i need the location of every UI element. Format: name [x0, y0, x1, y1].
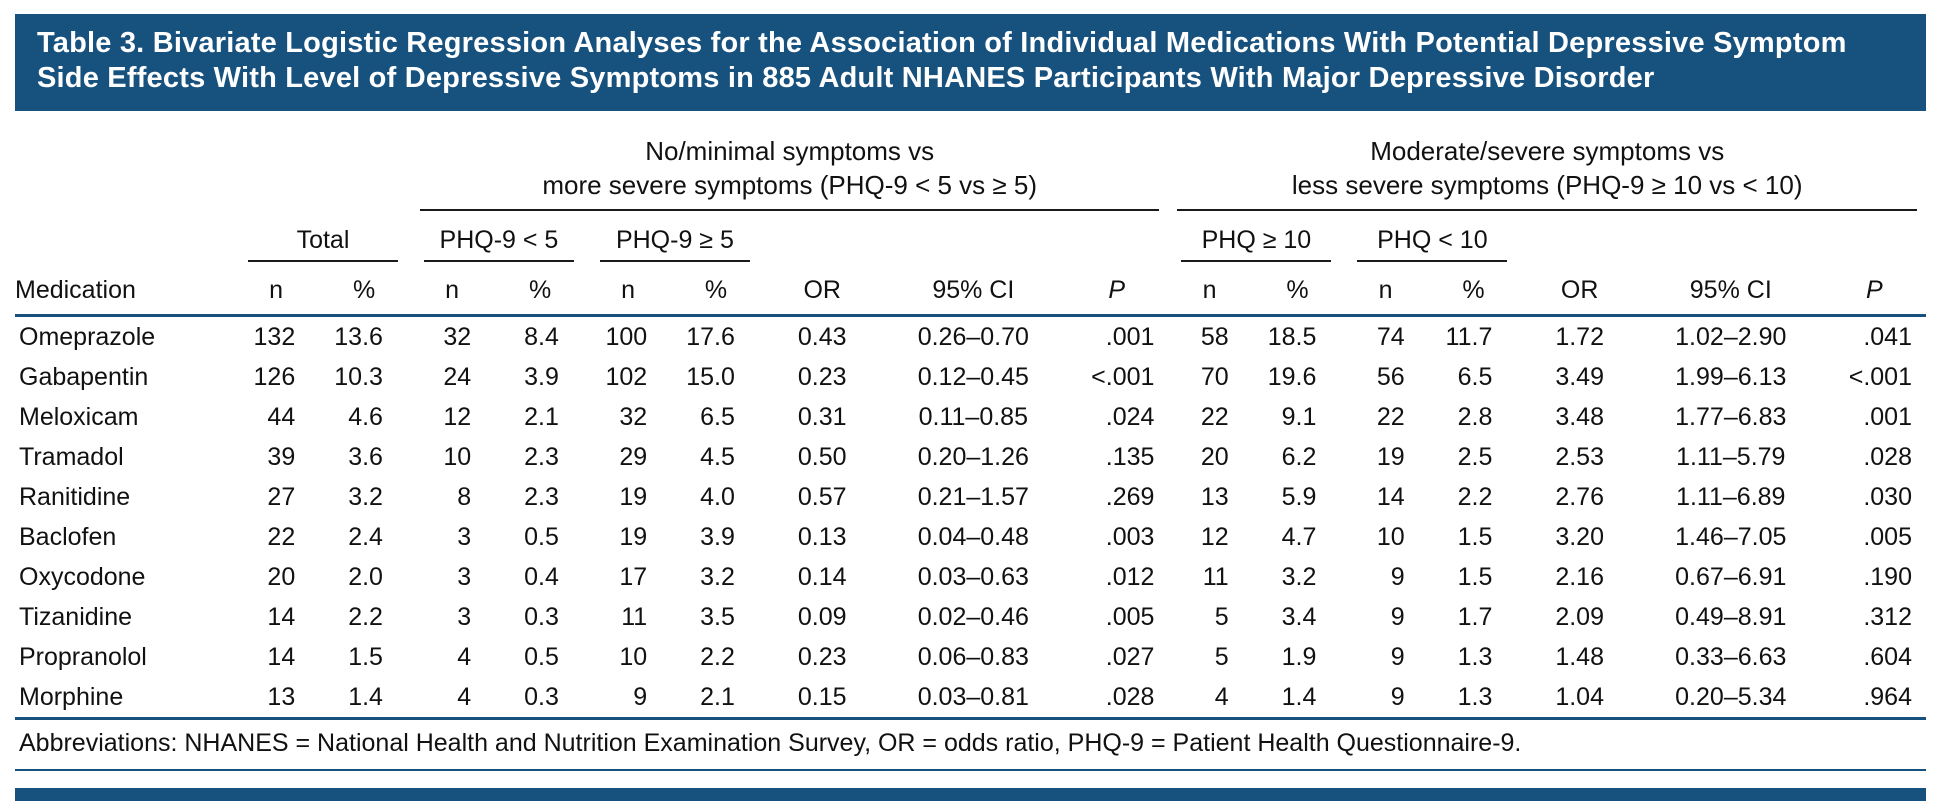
table-cell: 0.4 [524, 563, 559, 592]
table-cell: 0.23 [797, 363, 847, 392]
table-cell: 3.49 [1555, 363, 1604, 392]
table-cell: 0.04–0.48 [917, 523, 1029, 552]
table-cell: 1.11–6.89 [1676, 483, 1786, 512]
table-row [15, 437, 1926, 477]
table-cell: 0.09 [797, 603, 847, 632]
table-cell: 5 [1214, 643, 1229, 672]
table-cell: 132 [253, 323, 296, 352]
table-row [15, 477, 1926, 517]
table-cell: 4.7 [1281, 523, 1317, 552]
table-cell: 0.5 [524, 523, 559, 552]
table-cell: 9 [1390, 603, 1405, 632]
subheader-phq-ge10 [1168, 212, 1344, 263]
subgroup-header-row [15, 212, 1926, 263]
table-cell: 9 [1390, 643, 1405, 672]
table-cell: 2.5 [1457, 443, 1493, 472]
table-cell: 12 [443, 403, 472, 432]
table-cell: 29 [619, 443, 648, 472]
subgroup-spacer [1520, 212, 1926, 263]
table-cell: 9 [1344, 677, 1426, 719]
table-cell: 126 [253, 363, 296, 392]
col-header-or: OR [1520, 263, 1639, 316]
table-cell: 102 [605, 363, 648, 392]
table-row [15, 637, 1926, 677]
table-cell: 2.3 [524, 483, 559, 512]
table-cell: 0.49–8.91 [1675, 603, 1787, 632]
table-cell: 0.50 [797, 443, 847, 472]
table-cell: 13 [235, 677, 317, 719]
group-header-spacer [15, 131, 411, 213]
table-cell: 1.4 [1251, 677, 1345, 719]
table-cell: .190 [1863, 563, 1912, 592]
table-cell: 9 [1390, 563, 1405, 592]
table-cell: 0.26–0.70 [917, 323, 1029, 352]
medication-name: Tramadol [19, 443, 124, 472]
table-cell: 1.02–2.90 [1675, 323, 1787, 352]
table-cell: .005 [1105, 603, 1155, 632]
table-cell: 0.3 [524, 603, 559, 632]
table-cell: 2.2 [700, 643, 735, 672]
table-cell: 3.48 [1555, 403, 1604, 432]
medication-name: Propranolol [19, 643, 147, 672]
table-cell: .028 [1065, 677, 1168, 719]
table-cell: 1.5 [348, 643, 383, 672]
table-cell: 2.8 [1457, 403, 1493, 432]
table-cell: .005 [1863, 523, 1912, 552]
table-cell: 14 [267, 643, 296, 672]
bottom-bar [15, 788, 1926, 801]
table-cell: 14 [1376, 483, 1405, 512]
medication-name: Gabapentin [19, 363, 149, 392]
table-cell: 19 [1376, 443, 1405, 472]
medication-name: Tizanidine [19, 603, 133, 632]
table-cell: 0.02–0.46 [917, 603, 1029, 632]
table-cell: 10 [443, 443, 472, 472]
medication-name: Baclofen [19, 523, 117, 552]
table-cell: .028 [1863, 443, 1912, 472]
table-cell: 13.6 [334, 323, 383, 352]
table-cell: 2.09 [1555, 603, 1604, 632]
medication-name: Oxycodone [19, 563, 146, 592]
table-cell: 2.2 [1457, 483, 1493, 512]
col-header-n: n [1344, 263, 1426, 316]
table-cell: .135 [1105, 443, 1155, 472]
table-cell: 1.7 [1457, 603, 1493, 632]
medication-name: Morphine [15, 677, 235, 719]
table-cell: 10.3 [334, 363, 383, 392]
table-cell: 32 [619, 403, 648, 432]
table-cell: 12 [1200, 523, 1229, 552]
medication-name: Meloxicam [19, 403, 139, 432]
table-row [15, 597, 1926, 637]
table-cell: 27 [267, 483, 296, 512]
medication-name: Omeprazole [19, 323, 156, 352]
subgroup-spacer [763, 212, 1169, 263]
table-cell: 6.5 [700, 403, 735, 432]
table-cell: 32 [443, 323, 472, 352]
table-cell: 44 [267, 403, 296, 432]
regression-table [15, 131, 1926, 721]
medication-name: Ranitidine [19, 483, 131, 512]
table-cell: 3.2 [348, 483, 383, 512]
table-cell: 1.99–6.13 [1675, 363, 1787, 392]
table-cell: 3 [457, 563, 472, 592]
col-header-n: n [1168, 263, 1250, 316]
table-cell: .003 [1105, 523, 1155, 552]
col-header-n: n [235, 263, 317, 316]
table-cell: 18.5 [1267, 323, 1317, 352]
col-header-pct: % [317, 263, 411, 316]
col-header-p: P [1823, 263, 1926, 316]
table-row [15, 677, 1926, 719]
table-cell: 70 [1200, 363, 1229, 392]
table-cell: .027 [1105, 643, 1155, 672]
table-cell: 2.1 [524, 403, 559, 432]
table-cell: 2.0 [348, 563, 383, 592]
table-cell: 3.2 [700, 563, 735, 592]
table-cell: 0.43 [797, 323, 847, 352]
table-cell: 0.3 [493, 677, 587, 719]
table-cell: 11 [621, 603, 648, 632]
table-cell: 6.5 [1457, 363, 1493, 392]
col-header-pct: % [1427, 263, 1521, 316]
table-cell: 10 [1376, 523, 1405, 552]
table-cell: 2.2 [348, 603, 383, 632]
table-cell: .001 [1105, 323, 1155, 352]
table-cell: 1.5 [1457, 563, 1493, 592]
col-header-ci: 95% CI [1639, 263, 1823, 316]
table-cell: 2.3 [524, 443, 559, 472]
group-header-row [15, 131, 1926, 213]
col-header-pct: % [493, 263, 587, 316]
col-header-pct: % [1251, 263, 1345, 316]
table-head [15, 131, 1926, 316]
table-cell: 8.4 [524, 323, 559, 352]
table-cell: 3.9 [700, 523, 735, 552]
table-cell: 3.6 [348, 443, 383, 472]
table-cell: 0.13 [797, 523, 847, 552]
table-cell: 2.53 [1555, 443, 1604, 472]
table-cell: 0.12–0.45 [917, 363, 1029, 392]
subheader-phq9-lt5 [411, 212, 587, 263]
table-cell: 1.3 [1427, 677, 1521, 719]
table-cell: .312 [1863, 603, 1912, 632]
table-cell: 2.76 [1555, 483, 1604, 512]
table-row [15, 397, 1926, 437]
table-cell: 17 [619, 563, 648, 592]
table-cell: 3 [457, 603, 472, 632]
table-row [15, 357, 1926, 397]
table-cell: .604 [1863, 643, 1912, 672]
table-body [15, 316, 1926, 719]
table-cell: 10 [619, 643, 648, 672]
table-cell: 56 [1376, 363, 1405, 392]
col-header-ci: 95% CI [881, 263, 1065, 316]
table-cell: 17.6 [686, 323, 735, 352]
table-cell: 1.9 [1281, 643, 1317, 672]
table-cell: 3.2 [1281, 563, 1317, 592]
table-cell: 19.6 [1267, 363, 1317, 392]
table-cell: 5 [1214, 603, 1229, 632]
subheader-phq-lt10 [1344, 212, 1520, 263]
table-cell: 1.5 [1457, 523, 1493, 552]
table-cell: 100 [605, 323, 648, 352]
table-cell: <.001 [1091, 363, 1155, 392]
table-cell: 3 [457, 523, 472, 552]
table-cell: 0.14 [797, 563, 847, 592]
table-cell: <.001 [1848, 363, 1912, 392]
table-cell: 1.72 [1555, 323, 1604, 352]
table-cell: 20 [267, 563, 296, 592]
table-cell: 9 [587, 677, 669, 719]
table-cell: 4.5 [700, 443, 735, 472]
table-cell: 0.15 [763, 677, 882, 719]
column-header-row [15, 263, 1926, 316]
table-cell: 4.6 [348, 403, 383, 432]
table-cell: 0.03–0.63 [917, 563, 1029, 592]
col-header-medication: Medication [15, 263, 235, 316]
table-cell: 1.4 [317, 677, 411, 719]
table-cell: .001 [1863, 403, 1912, 432]
subheader-phq-ge10-label: PHQ ≥ 10 [1181, 226, 1331, 262]
subheader-phq9-lt5-label: PHQ-9 < 5 [424, 226, 574, 262]
subheader-total [235, 212, 411, 263]
table-cell: 1.48 [1555, 643, 1604, 672]
table-cell: 4 [457, 643, 472, 672]
col-header-n: n [587, 263, 669, 316]
table-cell: 1.11–5.79 [1676, 443, 1786, 472]
table-cell: 0.06–0.83 [917, 643, 1029, 672]
table-cell: 0.11–0.85 [918, 403, 1028, 432]
table-cell: .269 [1105, 483, 1155, 512]
col-header-p: P [1065, 263, 1168, 316]
table-cell: 74 [1376, 323, 1405, 352]
abbreviations-footnote: Abbreviations: NHANES = National Health and Nutrition Examination Survey, OR = odds ratio, PHQ-9 = Patient Health Questionnaire-9. [15, 720, 1926, 771]
table-cell: 58 [1200, 323, 1229, 352]
table-cell: 2.1 [669, 677, 763, 719]
table-cell: 1.3 [1457, 643, 1493, 672]
col-header-n: n [411, 263, 493, 316]
table-cell: 15.0 [686, 363, 735, 392]
table-cell: 11.7 [1445, 323, 1493, 352]
table-cell: 22 [267, 523, 296, 552]
table-cell: 19 [619, 483, 648, 512]
table-cell: 8 [457, 483, 472, 512]
table-cell: 9.1 [1281, 403, 1317, 432]
col-header-pct: % [669, 263, 763, 316]
table-cell: 0.67–6.91 [1675, 563, 1787, 592]
table-cell: 1.04 [1520, 677, 1639, 719]
group-right-line2: less severe symptoms (PHQ-9 ≥ 10 vs < 10) [1291, 169, 1803, 200]
group-right-line1: Moderate/severe symptoms vs [1370, 135, 1725, 166]
table-cell: 14 [267, 603, 296, 632]
subheader-total-label: Total [248, 226, 398, 262]
table-cell: 1.77–6.83 [1675, 403, 1787, 432]
table-cell: 0.20–5.34 [1639, 677, 1823, 719]
subheader-phq-lt10-label: PHQ < 10 [1357, 226, 1507, 262]
table-cell: 3.20 [1555, 523, 1604, 552]
table-cell: 0.20–1.26 [917, 443, 1029, 472]
group-left-line1: No/minimal symptoms vs [645, 135, 935, 166]
table-cell: 0.5 [524, 643, 559, 672]
group-header-left [411, 131, 1168, 213]
table-cell: 20 [1200, 443, 1229, 472]
table-cell: 3.4 [1281, 603, 1317, 632]
table-cell: 4 [411, 677, 493, 719]
table-cell: 0.21–1.57 [917, 483, 1029, 512]
table-cell: 0.31 [797, 403, 847, 432]
table-cell: .030 [1863, 483, 1912, 512]
table-cell: 0.23 [797, 643, 847, 672]
table-cell: 6.2 [1281, 443, 1317, 472]
table-cell: 0.03–0.81 [881, 677, 1065, 719]
subgroup-spacer [15, 212, 235, 263]
table-cell: 3.5 [700, 603, 735, 632]
table-cell: 13 [1200, 483, 1229, 512]
table-cell: 11 [1202, 563, 1229, 592]
table-row [15, 517, 1926, 557]
table-cell: 39 [267, 443, 296, 472]
table-cell: .012 [1105, 563, 1155, 592]
table-cell: 19 [619, 523, 648, 552]
table-cell: 1.46–7.05 [1675, 523, 1787, 552]
subheader-phq9-ge5-label: PHQ-9 ≥ 5 [600, 226, 750, 262]
table-row [15, 557, 1926, 597]
table-row [15, 316, 1926, 358]
table-cell: 2.16 [1555, 563, 1604, 592]
table-cell: 0.57 [797, 483, 847, 512]
group-left-line2: more severe symptoms (PHQ-9 < 5 vs ≥ 5) [542, 169, 1038, 200]
table-cell: .024 [1105, 403, 1155, 432]
table-cell: 22 [1200, 403, 1229, 432]
table-cell: 5.9 [1281, 483, 1317, 512]
table-cell: 0.33–6.63 [1675, 643, 1787, 672]
col-header-or: OR [763, 263, 882, 316]
table-cell: 4.0 [700, 483, 735, 512]
table-cell: .964 [1823, 677, 1926, 719]
table-title-banner [15, 14, 1926, 111]
table-title: Table 3. Bivariate Logistic Regression Analyses for the Association of Individual Medications With Potential Depressive Symptom Side Effects With Level of Depressive Symptoms in 885 Adult NHANES Participants With Major Depressive Disorder [37, 27, 1847, 95]
table-cell: 24 [443, 363, 472, 392]
table-cell: 3.9 [524, 363, 559, 392]
table-cell: 2.4 [348, 523, 383, 552]
subheader-phq9-ge5 [587, 212, 763, 263]
table-cell: 4 [1168, 677, 1250, 719]
table-cell: .041 [1863, 323, 1912, 352]
table-cell: 22 [1376, 403, 1405, 432]
group-header-right [1168, 131, 1926, 213]
